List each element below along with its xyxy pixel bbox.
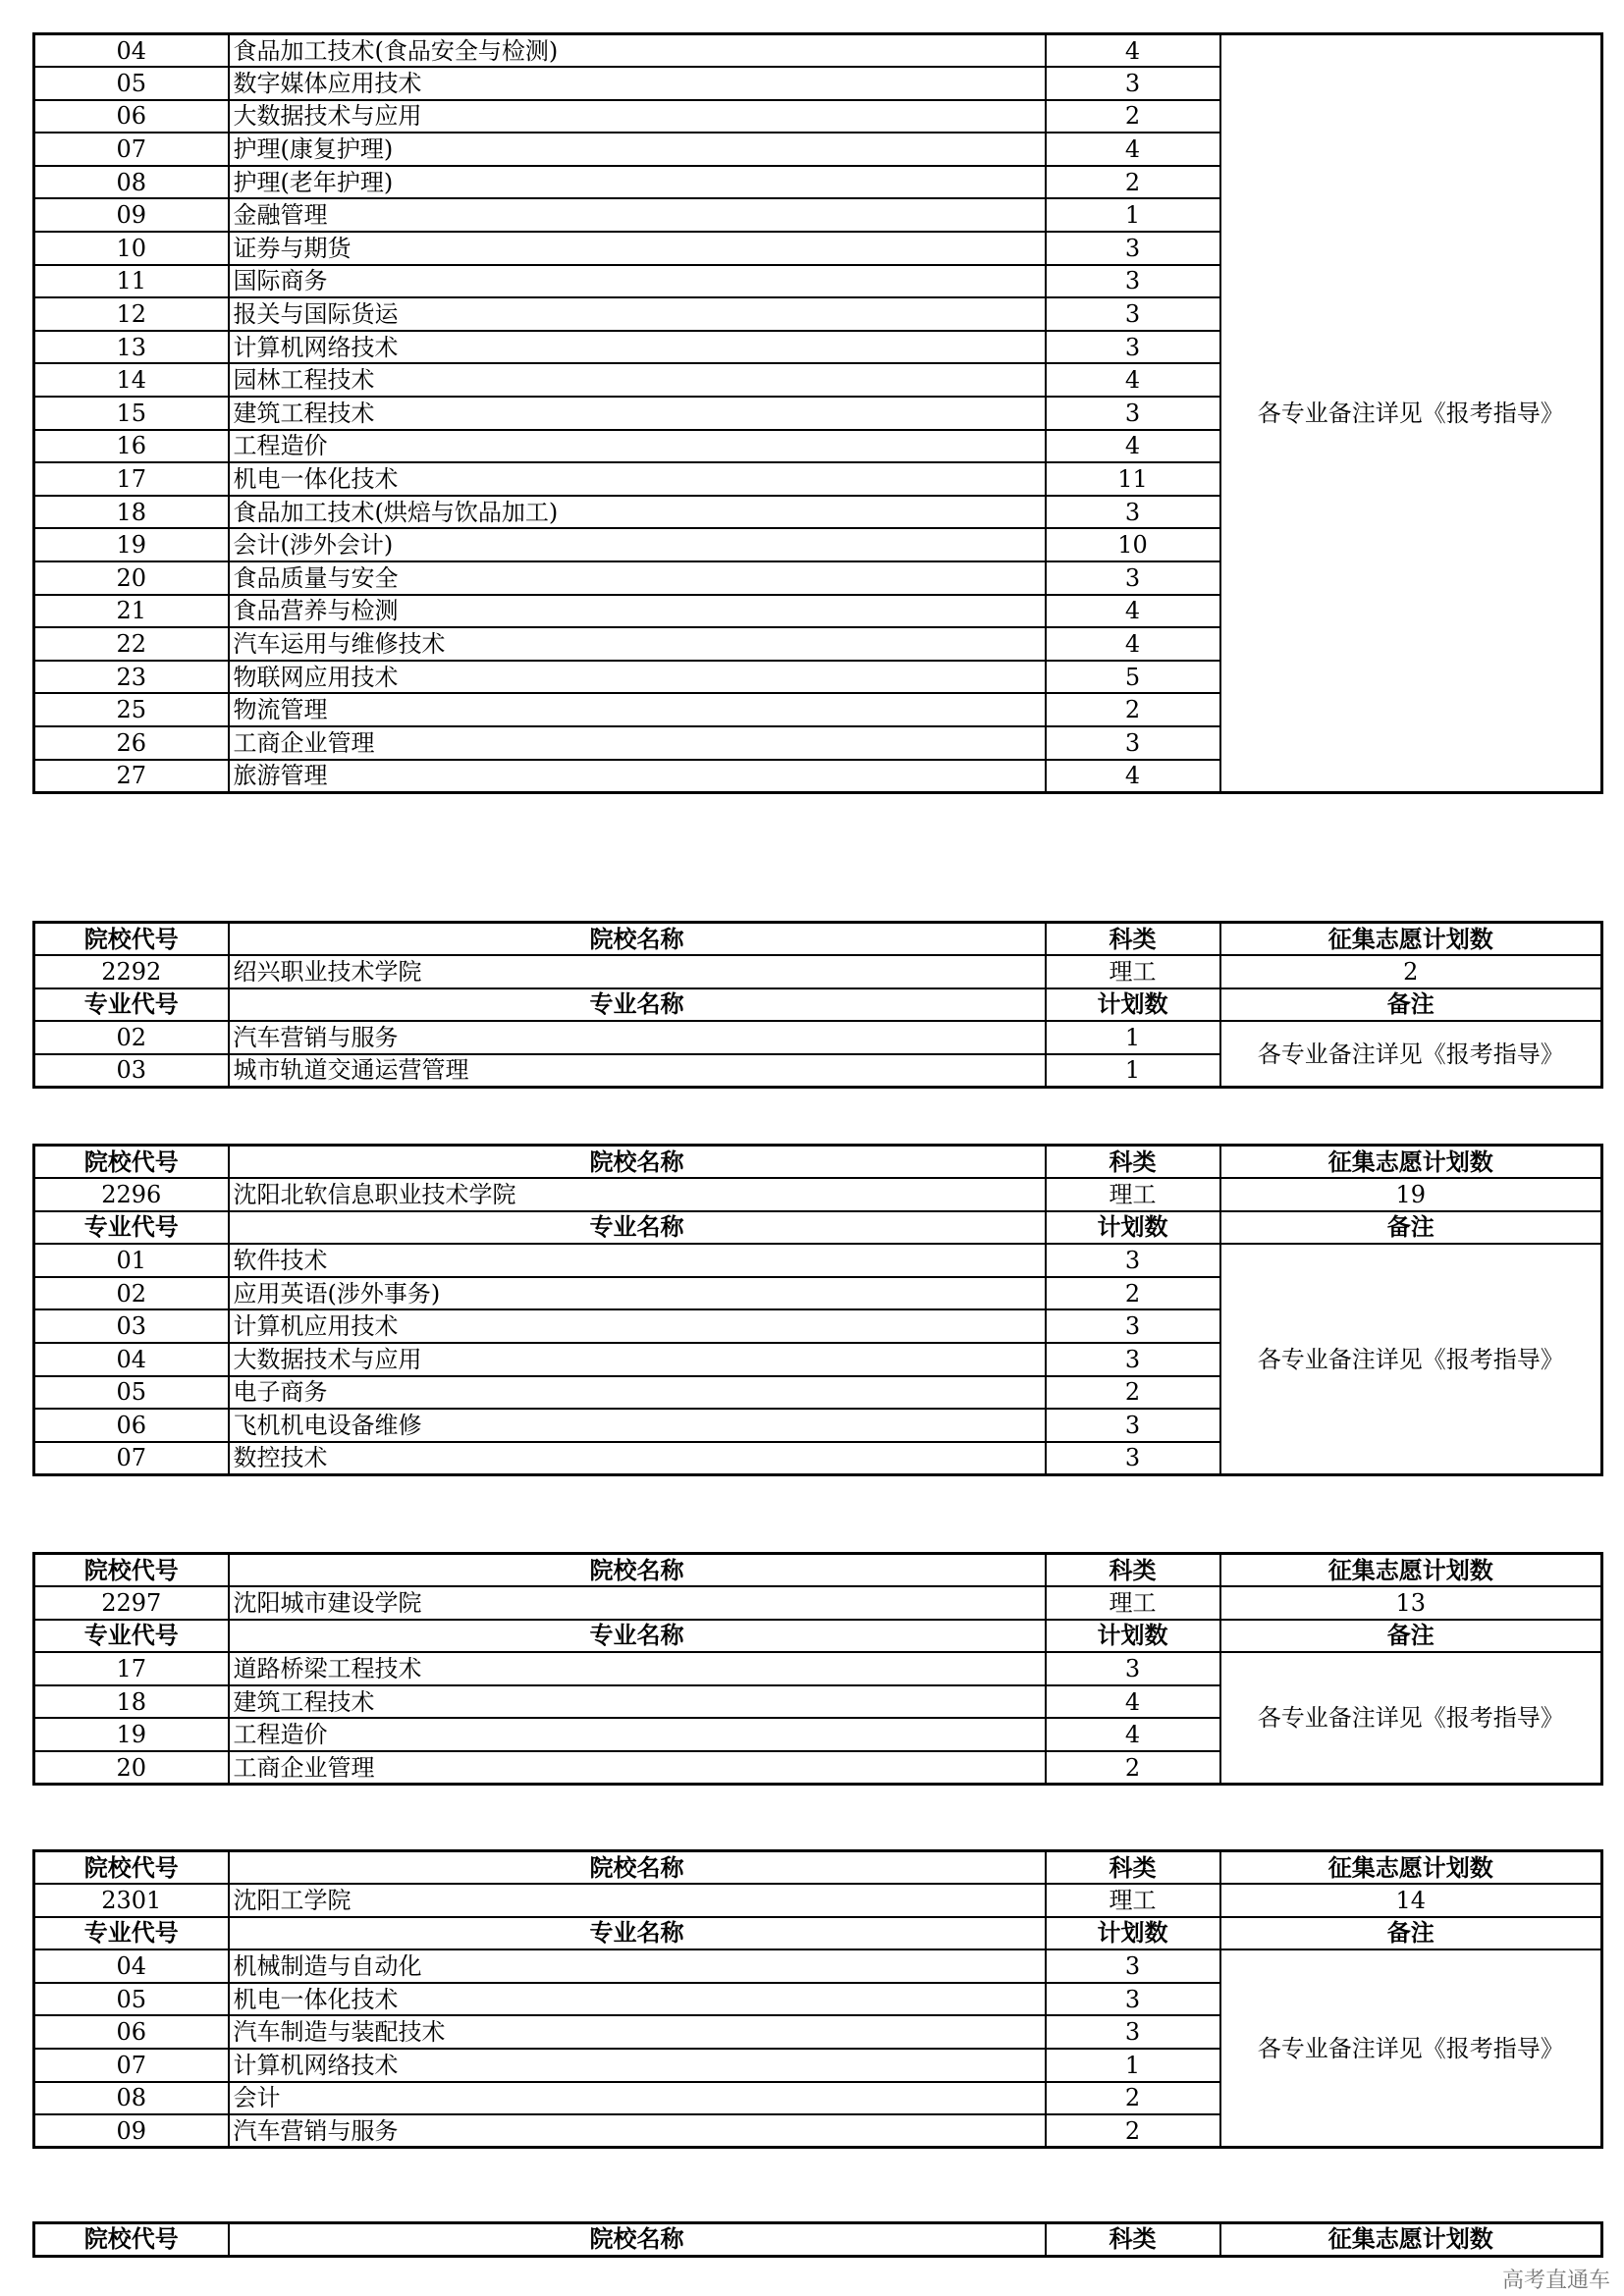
- school-total-plan: 13: [1220, 1586, 1602, 1620]
- continued-majors-table: [32, 32, 1603, 794]
- major-plan: 3: [1046, 726, 1220, 760]
- major-plan: 11: [1046, 462, 1220, 496]
- major-code: 09: [34, 2114, 229, 2148]
- major-plan: 4: [1046, 1718, 1220, 1751]
- major-code: 25: [34, 693, 229, 726]
- major-name: 建筑工程技术: [229, 397, 1046, 430]
- school-header-row: [34, 1851, 1602, 1885]
- major-code: 16: [34, 430, 229, 463]
- header-school-code: 院校代号: [34, 2223, 229, 2257]
- major-plan: 1: [1046, 1021, 1220, 1054]
- major-code: 07: [34, 2049, 229, 2082]
- header-plan: 计划数: [1046, 1620, 1220, 1653]
- major-name: 机械制造与自动化: [229, 1949, 1046, 1983]
- major-plan: 1: [1046, 2049, 1220, 2082]
- major-name: 机电一体化技术: [229, 1983, 1046, 2016]
- school-block-2296: [32, 1144, 1600, 1476]
- header-total-plan: 征集志愿计划数: [1220, 2223, 1602, 2257]
- header-category: 科类: [1046, 1554, 1220, 1587]
- major-name: 会计(涉外会计): [229, 528, 1046, 561]
- header-note: 备注: [1220, 1211, 1602, 1245]
- header-plan: 计划数: [1046, 988, 1220, 1022]
- major-name: 数控技术: [229, 1442, 1046, 1475]
- major-name: 会计: [229, 2082, 1046, 2115]
- major-plan: 3: [1046, 1652, 1220, 1685]
- major-code: 06: [34, 1409, 229, 1442]
- major-name: 食品加工技术(食品安全与检测): [229, 34, 1046, 68]
- school-category: 理工: [1046, 1178, 1220, 1211]
- school-category: 理工: [1046, 1884, 1220, 1917]
- header-school-code: 院校代号: [34, 1851, 229, 1885]
- major-name: 食品营养与检测: [229, 595, 1046, 628]
- school-header-row: [34, 2223, 1602, 2257]
- header-total-plan: 征集志愿计划数: [1220, 923, 1602, 956]
- major-name: 道路桥梁工程技术: [229, 1652, 1046, 1685]
- major-plan: 3: [1046, 265, 1220, 298]
- header-major-name: 专业名称: [229, 1620, 1046, 1653]
- school-code: 2296: [34, 1178, 229, 1211]
- major-plan: 3: [1046, 1949, 1220, 1983]
- school-category: 理工: [1046, 1586, 1220, 1620]
- major-name: 汽车营销与服务: [229, 1021, 1046, 1054]
- header-major-name: 专业名称: [229, 988, 1046, 1022]
- major-name: 国际商务: [229, 265, 1046, 298]
- table-row: [34, 34, 1602, 68]
- major-name: 护理(康复护理): [229, 133, 1046, 166]
- major-name: 软件技术: [229, 1244, 1046, 1277]
- major-plan: 3: [1046, 496, 1220, 529]
- major-code: 03: [34, 1054, 229, 1088]
- major-plan: 3: [1046, 1309, 1220, 1343]
- header-category: 科类: [1046, 923, 1220, 956]
- major-name: 数字媒体应用技术: [229, 67, 1046, 100]
- major-code: 17: [34, 462, 229, 496]
- table-row: [34, 1652, 1602, 1685]
- table-row: [34, 1021, 1602, 1054]
- major-plan: 4: [1046, 595, 1220, 628]
- header-school-name: 院校名称: [229, 1554, 1046, 1587]
- school-total-plan: 2: [1220, 955, 1602, 988]
- header-category: 科类: [1046, 2223, 1220, 2257]
- major-header-row: [34, 1211, 1602, 1245]
- note-cell: 各专业备注详见《报考指导》: [1220, 1244, 1602, 1474]
- major-code: 13: [34, 331, 229, 364]
- major-code: 18: [34, 496, 229, 529]
- major-code: 05: [34, 1983, 229, 2016]
- major-plan: 10: [1046, 528, 1220, 561]
- school-header-row: [34, 923, 1602, 956]
- major-name: 大数据技术与应用: [229, 100, 1046, 133]
- major-code: 18: [34, 1685, 229, 1719]
- major-plan: 2: [1046, 100, 1220, 133]
- major-code: 20: [34, 561, 229, 595]
- major-plan: 4: [1046, 760, 1220, 793]
- note-cell: 各专业备注详见《报考指导》: [1220, 1652, 1602, 1784]
- major-code: 04: [34, 34, 229, 68]
- school-name: 沈阳城市建设学院: [229, 1586, 1046, 1620]
- major-code: 15: [34, 397, 229, 430]
- major-code: 02: [34, 1277, 229, 1310]
- major-header-row: [34, 988, 1602, 1022]
- header-category: 科类: [1046, 1146, 1220, 1179]
- major-plan: 3: [1046, 1343, 1220, 1376]
- school-total-plan: 14: [1220, 1884, 1602, 1917]
- major-name: 工商企业管理: [229, 1751, 1046, 1785]
- major-plan: 1: [1046, 1054, 1220, 1088]
- major-code: 10: [34, 232, 229, 265]
- major-plan: 3: [1046, 331, 1220, 364]
- major-name: 金融管理: [229, 198, 1046, 232]
- header-school-code: 院校代号: [34, 1146, 229, 1179]
- header-school-name: 院校名称: [229, 1851, 1046, 1885]
- header-total-plan: 征集志愿计划数: [1220, 1554, 1602, 1587]
- major-code: 20: [34, 1751, 229, 1785]
- major-code: 19: [34, 1718, 229, 1751]
- header-school-code: 院校代号: [34, 1554, 229, 1587]
- major-name: 证券与期货: [229, 232, 1046, 265]
- major-plan: 4: [1046, 627, 1220, 661]
- major-code: 06: [34, 100, 229, 133]
- major-name: 园林工程技术: [229, 363, 1046, 397]
- major-code: 19: [34, 528, 229, 561]
- school-table: [32, 1144, 1603, 1476]
- major-plan: 3: [1046, 561, 1220, 595]
- major-plan: 2: [1046, 1376, 1220, 1410]
- major-name: 汽车制造与装配技术: [229, 2015, 1046, 2049]
- major-name: 汽车运用与维修技术: [229, 627, 1046, 661]
- major-name: 计算机网络技术: [229, 331, 1046, 364]
- major-code: 08: [34, 2082, 229, 2115]
- major-plan: 4: [1046, 34, 1220, 68]
- header-major-code: 专业代号: [34, 1211, 229, 1245]
- school-code: 2301: [34, 1884, 229, 1917]
- header-note: 备注: [1220, 988, 1602, 1022]
- major-name: 建筑工程技术: [229, 1685, 1046, 1719]
- major-code: 09: [34, 198, 229, 232]
- major-code: 27: [34, 760, 229, 793]
- school-table: [32, 1849, 1603, 2149]
- major-plan: 3: [1046, 1442, 1220, 1475]
- major-code: 05: [34, 67, 229, 100]
- major-header-row: [34, 1620, 1602, 1653]
- major-name: 报关与国际货运: [229, 297, 1046, 331]
- continued-majors-block: [32, 32, 1600, 794]
- header-plan: 计划数: [1046, 1917, 1220, 1950]
- note-cell: 各专业备注详见《报考指导》: [1220, 1949, 1602, 2148]
- note-cell: 各专业备注详见《报考指导》: [1220, 1021, 1602, 1087]
- major-code: 04: [34, 1949, 229, 1983]
- major-name: 应用英语(涉外事务): [229, 1277, 1046, 1310]
- school-block-2301: [32, 1849, 1600, 2149]
- header-category: 科类: [1046, 1851, 1220, 1885]
- major-plan: 3: [1046, 67, 1220, 100]
- header-major-name: 专业名称: [229, 1917, 1046, 1950]
- major-name: 旅游管理: [229, 760, 1046, 793]
- major-name: 汽车营销与服务: [229, 2114, 1046, 2148]
- major-plan: 2: [1046, 1751, 1220, 1785]
- school-header-row: [34, 1554, 1602, 1587]
- major-code: 04: [34, 1343, 229, 1376]
- major-header-row: [34, 1917, 1602, 1950]
- header-school-code: 院校代号: [34, 923, 229, 956]
- major-name: 物流管理: [229, 693, 1046, 726]
- school-category: 理工: [1046, 955, 1220, 988]
- major-name: 计算机应用技术: [229, 1309, 1046, 1343]
- header-note: 备注: [1220, 1620, 1602, 1653]
- major-plan: 3: [1046, 1244, 1220, 1277]
- major-name: 工商企业管理: [229, 726, 1046, 760]
- header-plan: 计划数: [1046, 1211, 1220, 1245]
- major-name: 食品加工技术(烘焙与饮品加工): [229, 496, 1046, 529]
- major-plan: 4: [1046, 363, 1220, 397]
- school-total-plan: 19: [1220, 1178, 1602, 1211]
- major-name: 大数据技术与应用: [229, 1343, 1046, 1376]
- header-major-code: 专业代号: [34, 988, 229, 1022]
- header-school-name: 院校名称: [229, 2223, 1046, 2257]
- major-name: 工程造价: [229, 1718, 1046, 1751]
- major-plan: 4: [1046, 430, 1220, 463]
- major-plan: 4: [1046, 133, 1220, 166]
- major-name: 飞机机电设备维修: [229, 1409, 1046, 1442]
- header-school-name: 院校名称: [229, 1146, 1046, 1179]
- major-plan: 3: [1046, 397, 1220, 430]
- major-code: 26: [34, 726, 229, 760]
- header-school-name: 院校名称: [229, 923, 1046, 956]
- major-code: 05: [34, 1376, 229, 1410]
- next-school-header-block: [32, 2221, 1600, 2258]
- major-plan: 2: [1046, 2114, 1220, 2148]
- major-code: 14: [34, 363, 229, 397]
- school-block-2292: [32, 921, 1600, 1089]
- major-plan: 3: [1046, 297, 1220, 331]
- major-plan: 3: [1046, 1409, 1220, 1442]
- header-major-name: 专业名称: [229, 1211, 1046, 1245]
- major-code: 02: [34, 1021, 229, 1054]
- school-code: 2297: [34, 1586, 229, 1620]
- major-plan: 2: [1046, 1277, 1220, 1310]
- major-code: 23: [34, 661, 229, 694]
- school-info-row: [34, 1586, 1602, 1620]
- major-plan: 2: [1046, 166, 1220, 199]
- table-row: [34, 1949, 1602, 1983]
- major-name: 工程造价: [229, 430, 1046, 463]
- major-name: 电子商务: [229, 1376, 1046, 1410]
- header-major-code: 专业代号: [34, 1917, 229, 1950]
- school-table: [32, 921, 1603, 1089]
- major-code: 07: [34, 1442, 229, 1475]
- major-name: 护理(老年护理): [229, 166, 1046, 199]
- major-plan: 2: [1046, 693, 1220, 726]
- watermark-text: 高考直通车: [1501, 2269, 1610, 2293]
- major-plan: 1: [1046, 198, 1220, 232]
- school-table: [32, 2221, 1603, 2258]
- major-code: 06: [34, 2015, 229, 2049]
- major-code: 11: [34, 265, 229, 298]
- school-info-row: [34, 955, 1602, 988]
- header-total-plan: 征集志愿计划数: [1220, 1146, 1602, 1179]
- school-info-row: [34, 1884, 1602, 1917]
- school-name: 沈阳北软信息职业技术学院: [229, 1178, 1046, 1211]
- school-code: 2292: [34, 955, 229, 988]
- major-code: 03: [34, 1309, 229, 1343]
- major-code: 21: [34, 595, 229, 628]
- header-total-plan: 征集志愿计划数: [1220, 1851, 1602, 1885]
- major-code: 08: [34, 166, 229, 199]
- major-code: 12: [34, 297, 229, 331]
- major-name: 机电一体化技术: [229, 462, 1046, 496]
- header-note: 备注: [1220, 1917, 1602, 1950]
- table-row: [34, 1244, 1602, 1277]
- header-major-code: 专业代号: [34, 1620, 229, 1653]
- major-name: 食品质量与安全: [229, 561, 1046, 595]
- major-code: 17: [34, 1652, 229, 1685]
- school-header-row: [34, 1146, 1602, 1179]
- major-name: 城市轨道交通运营管理: [229, 1054, 1046, 1088]
- school-table: [32, 1552, 1603, 1786]
- school-name: 沈阳工学院: [229, 1884, 1046, 1917]
- major-code: 22: [34, 627, 229, 661]
- school-block-2297: [32, 1552, 1600, 1786]
- major-code: 01: [34, 1244, 229, 1277]
- major-name: 计算机网络技术: [229, 2049, 1046, 2082]
- major-name: 物联网应用技术: [229, 661, 1046, 694]
- school-info-row: [34, 1178, 1602, 1211]
- school-name: 绍兴职业技术学院: [229, 955, 1046, 988]
- major-code: 07: [34, 133, 229, 166]
- note-cell: 各专业备注详见《报考指导》: [1220, 34, 1602, 793]
- major-plan: 5: [1046, 661, 1220, 694]
- major-plan: 2: [1046, 2082, 1220, 2115]
- major-plan: 4: [1046, 1685, 1220, 1719]
- major-plan: 3: [1046, 2015, 1220, 2049]
- major-plan: 3: [1046, 1983, 1220, 2016]
- major-plan: 3: [1046, 232, 1220, 265]
